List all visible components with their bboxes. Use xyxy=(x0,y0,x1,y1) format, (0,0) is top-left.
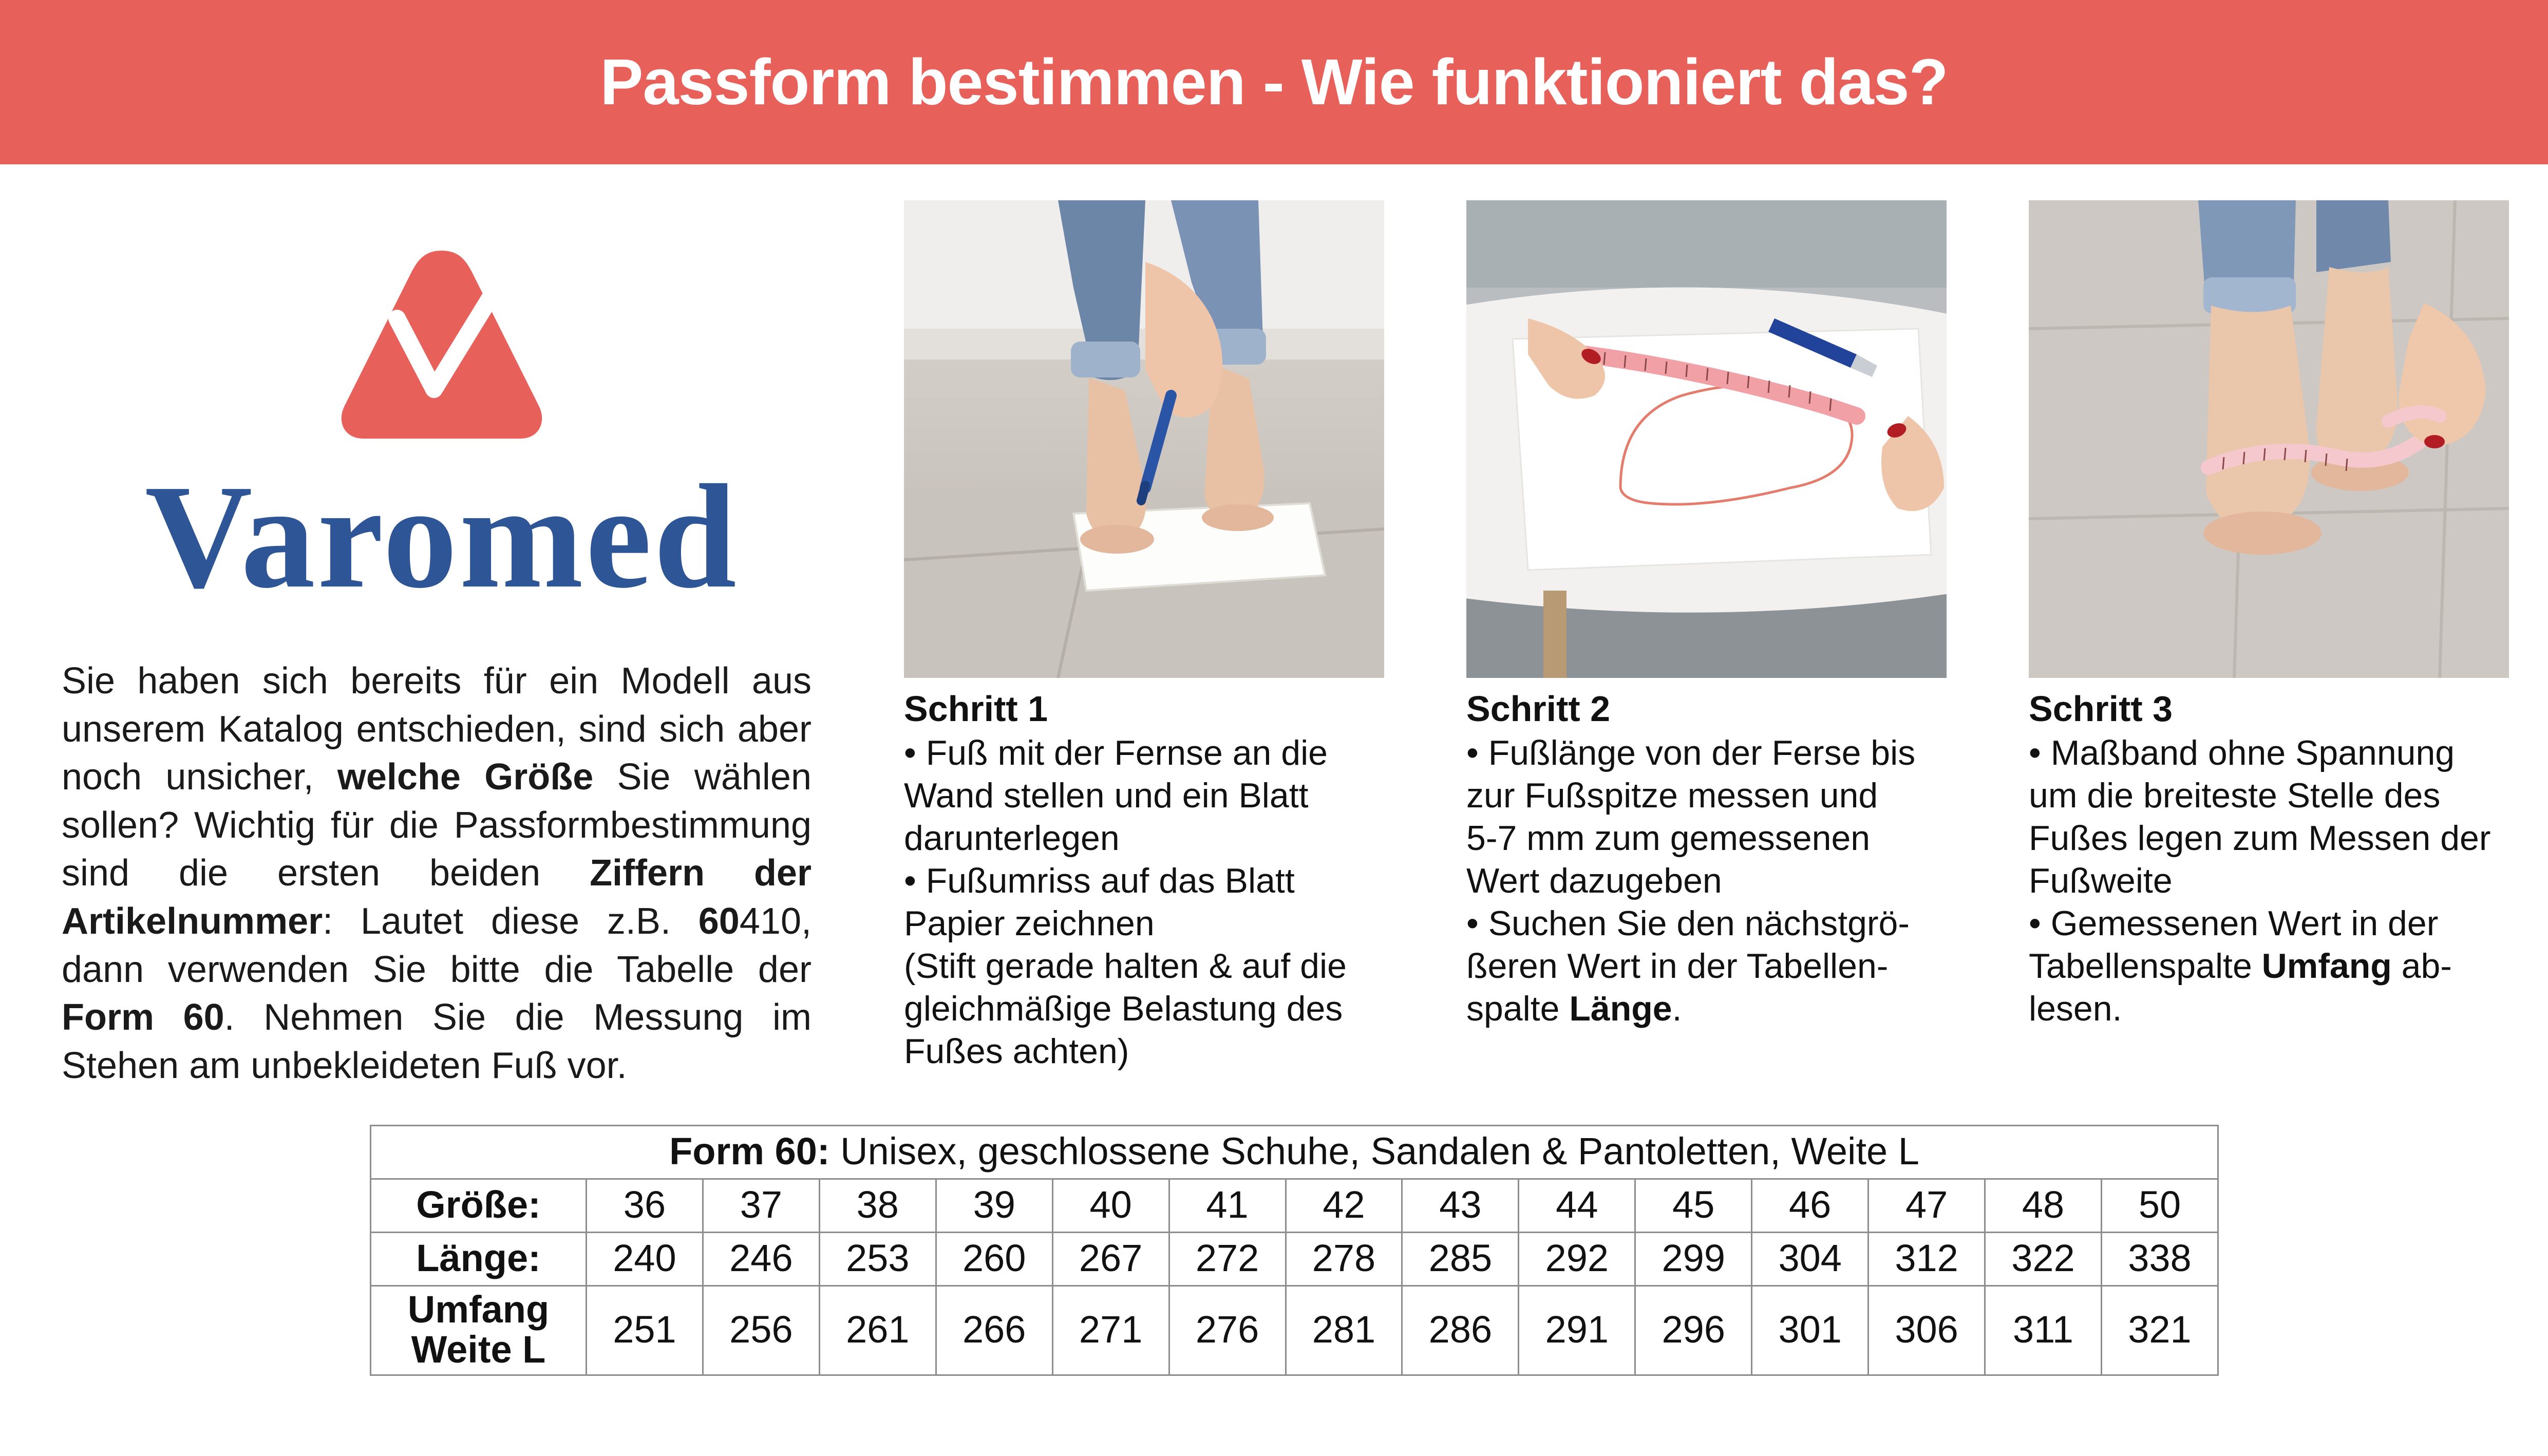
cell-size-0: 36 xyxy=(587,1179,703,1233)
header-banner xyxy=(0,0,2548,164)
cell-length-3: 260 xyxy=(936,1233,1052,1286)
cell-size-10: 46 xyxy=(1752,1179,1868,1233)
step-2-line-4: Wert dazugeben xyxy=(1466,861,1722,900)
cell-size-2: 38 xyxy=(819,1179,936,1233)
cell-length-10: 304 xyxy=(1752,1233,1868,1286)
intro-part-3: : Lautet diese z.B. xyxy=(323,900,699,942)
cell-girth-6: 281 xyxy=(1286,1286,1402,1375)
step-3-line-6: Tabellenspalte Umfang ab- xyxy=(2029,946,2452,986)
step-2-line-5: • Suchen Sie den nächstgrö- xyxy=(1466,903,1910,943)
cell-size-11: 47 xyxy=(1868,1179,1985,1233)
step-2-body xyxy=(1466,732,1947,1030)
cell-girth-11: 306 xyxy=(1868,1286,1985,1375)
intro-paragraph xyxy=(51,657,832,1090)
step-3 xyxy=(2029,200,2509,1073)
step-2-line-2: zur Fußspitze messen und xyxy=(1466,776,1878,815)
row-label-girth-line2: Weite L xyxy=(411,1328,546,1371)
cell-size-4: 40 xyxy=(1052,1179,1169,1233)
step-1-line-5: Papier zeichnen xyxy=(904,903,1155,943)
logo-wrap xyxy=(51,205,832,447)
size-table xyxy=(370,1125,2219,1376)
cell-size-7: 43 xyxy=(1402,1179,1519,1233)
step-2-line-3: 5-7 mm zum gemessenen xyxy=(1466,818,1871,858)
step-1-line-6: (Stift gerade halten & auf die xyxy=(904,946,1347,986)
cell-length-4: 267 xyxy=(1052,1233,1169,1286)
table-caption-cell xyxy=(371,1126,2218,1179)
step-1 xyxy=(904,200,1384,1073)
cell-girth-3: 266 xyxy=(936,1286,1052,1375)
cell-girth-8: 291 xyxy=(1519,1286,1635,1375)
intro-bold-1: welche Größe xyxy=(337,757,594,798)
row-label-girth-line1: Umfang xyxy=(407,1288,550,1331)
step-3-title: Schritt 3 xyxy=(2029,689,2173,729)
cell-girth-9: 296 xyxy=(1635,1286,1752,1375)
step-1-line-8: Fußes achten) xyxy=(904,1031,1129,1071)
step-3-line-7: lesen. xyxy=(2029,989,2122,1028)
row-label-length: Länge: xyxy=(371,1233,587,1286)
cell-length-0: 240 xyxy=(587,1233,703,1286)
table-row-sizes xyxy=(371,1179,2218,1233)
step-2-bold-word: Länge xyxy=(1569,989,1672,1028)
step-3-line-5: • Gemessenen Wert in der xyxy=(2029,903,2439,943)
table-caption-rest: Unisex, geschlossene Schuhe, Sandalen & Pantoletten, Weite L xyxy=(829,1130,1919,1173)
intro-bold-2: Ziffern der Artikelnummer xyxy=(62,853,811,942)
step-2-line-6: ßeren Wert in der Tabellen- xyxy=(1466,946,1889,986)
cell-length-11: 312 xyxy=(1868,1233,1985,1286)
table-row-girth xyxy=(371,1286,2218,1375)
brand-wordmark: Varomed xyxy=(145,454,739,619)
table-caption-bold: Form 60: xyxy=(669,1130,830,1173)
step-3-line-1: • Maßband ohne Spannung xyxy=(2029,733,2455,772)
intro-part-5: . Nehmen Sie die Messung im Stehen am unbekleideten Fuß vor. xyxy=(62,997,811,1086)
row-label-girth xyxy=(371,1286,587,1375)
step-3-line-2: um die breiteste Stelle des xyxy=(2029,776,2441,815)
brand-column xyxy=(51,205,832,1090)
intro-part-4: 410, dann verwenden Sie bitte die Tabelle der xyxy=(62,900,811,990)
measuring-foot-girth-photo xyxy=(2029,200,2509,678)
step-3-line-4: Fußweite xyxy=(2029,861,2173,900)
cell-size-9: 45 xyxy=(1635,1179,1752,1233)
check-triangle-logo-icon xyxy=(331,241,552,447)
cell-length-8: 292 xyxy=(1519,1233,1635,1286)
cell-girth-7: 286 xyxy=(1402,1286,1519,1375)
step-3-body xyxy=(2029,732,2509,1030)
cell-length-5: 272 xyxy=(1169,1233,1286,1286)
step-2-line-7: spalte Länge. xyxy=(1466,989,1682,1028)
cell-size-3: 39 xyxy=(936,1179,1052,1233)
cell-size-12: 48 xyxy=(1985,1179,2102,1233)
step-3-line-3: Fußes legen zum Messen der xyxy=(2029,818,2491,858)
cell-size-13: 50 xyxy=(2101,1179,2218,1233)
page-title: Passform bestimmen - Wie funktioniert das? xyxy=(600,46,1948,118)
cell-size-1: 37 xyxy=(703,1179,819,1233)
step-1-line-7: gleichmäßige Belastung des xyxy=(904,989,1343,1028)
cell-girth-13: 321 xyxy=(2101,1286,2218,1375)
cell-girth-2: 261 xyxy=(819,1286,936,1375)
step-1-body xyxy=(904,732,1384,1073)
cell-girth-12: 311 xyxy=(1985,1286,2102,1375)
cell-length-7: 285 xyxy=(1402,1233,1519,1286)
table-caption-row xyxy=(371,1126,2218,1179)
table-row-length xyxy=(371,1233,2218,1286)
cell-length-12: 322 xyxy=(1985,1233,2102,1286)
step-2-title: Schritt 2 xyxy=(1466,689,1611,729)
cell-length-1: 246 xyxy=(703,1233,819,1286)
intro-part-2: Sie wählen sollen? Wichtig für die Passformbestimmung sind die ersten beiden xyxy=(62,757,812,894)
cell-size-6: 42 xyxy=(1286,1179,1402,1233)
size-table-wrap xyxy=(370,1125,2219,1376)
measuring-outline-on-paper-photo xyxy=(1466,200,1947,678)
cell-girth-0: 251 xyxy=(587,1286,703,1375)
cell-girth-5: 276 xyxy=(1169,1286,1286,1375)
cell-length-13: 338 xyxy=(2101,1233,2218,1286)
cell-length-2: 253 xyxy=(819,1233,936,1286)
cell-girth-4: 271 xyxy=(1052,1286,1169,1375)
step-1-line-3: darunterlegen xyxy=(904,818,1120,858)
step-2-line-1: • Fußlänge von der Ferse bis xyxy=(1466,733,1916,772)
cell-girth-1: 256 xyxy=(703,1286,819,1375)
steps-row xyxy=(904,200,2506,1073)
intro-bold-4: Form 60 xyxy=(62,997,224,1038)
intro-bold-3: 60 xyxy=(698,900,740,942)
cell-length-6: 278 xyxy=(1286,1233,1402,1286)
intro-part-1: Sie haben sich bereits für ein Modell aus unserem Katalog entschieden, sind sich aber noch unsicher, xyxy=(62,660,811,798)
cell-size-5: 41 xyxy=(1169,1179,1286,1233)
step-2 xyxy=(1466,200,1947,1073)
step-1-line-2: Wand stellen und ein Blatt xyxy=(904,776,1309,815)
step-1-line-4: • Fußumriss auf das Blatt xyxy=(904,861,1295,900)
foot-against-wall-photo xyxy=(904,200,1384,678)
cell-girth-10: 301 xyxy=(1752,1286,1868,1375)
row-label-size: Größe: xyxy=(371,1179,587,1233)
cell-size-8: 44 xyxy=(1519,1179,1635,1233)
cell-length-9: 299 xyxy=(1635,1233,1752,1286)
step-1-title: Schritt 1 xyxy=(904,689,1048,729)
step-1-line-1: • Fuß mit der Fernse an die xyxy=(904,733,1328,772)
step-3-bold-word: Umfang xyxy=(2261,946,2392,986)
